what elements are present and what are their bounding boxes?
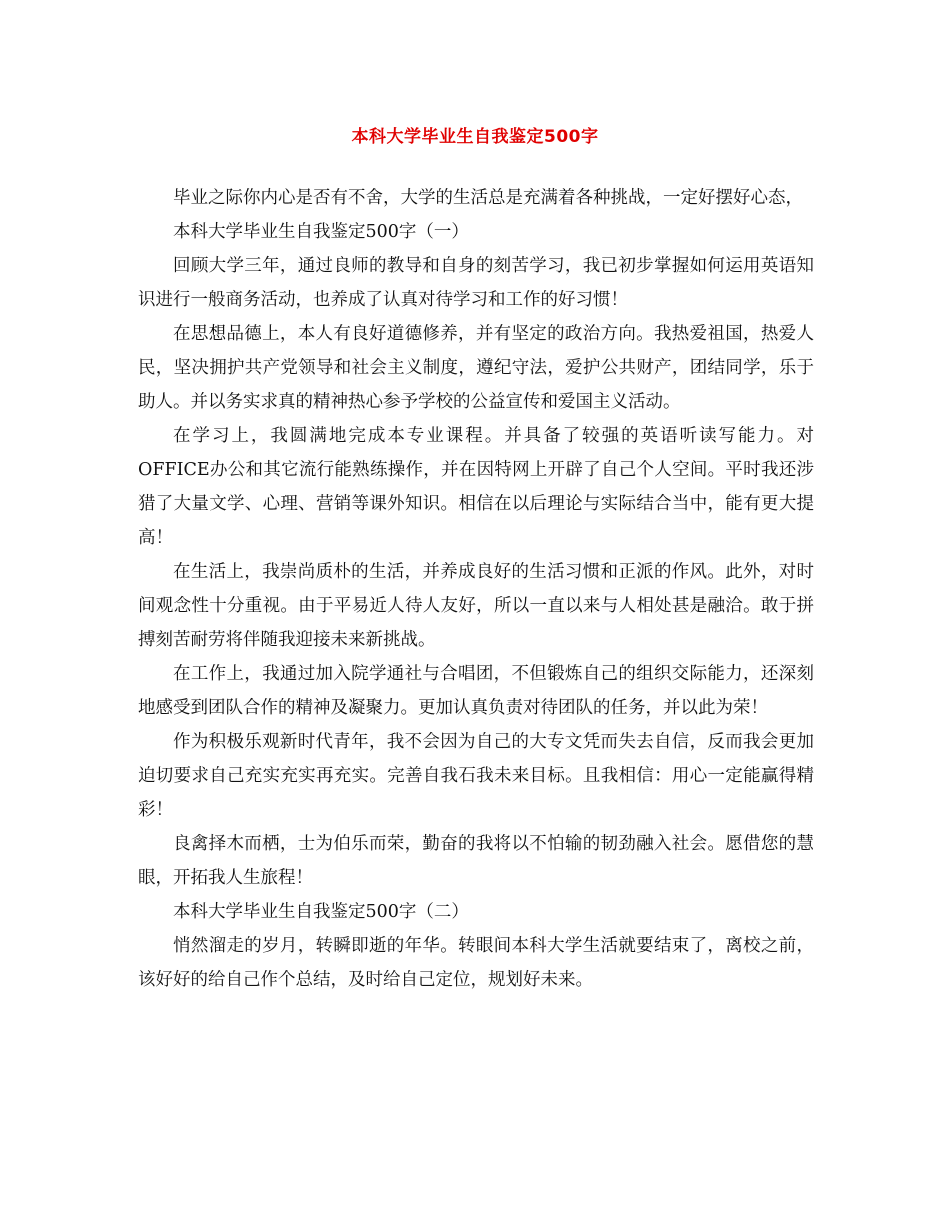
paragraph-study: 在学习上，我圆满地完成本专业课程。并具备了较强的英语听读写能力。对OFFICE办公和其它流行能熟练操作，并在因特网上开辟了自己个人空间。平时我还涉猎了大量文学、心理、营销等课外知识。相信在以后理论与实际结合当中，能有更大提高！ xyxy=(138,426,814,548)
paragraph-section2-intro: 悄然溜走的岁月，转瞬即逝的年华。转眼间本科大学生活就要结束了，离校之前，该好好的给自己作个总结，及时给自己定位，规划好未来。 xyxy=(138,936,814,990)
paragraph-closing: 良禽择木而栖，士为伯乐而荣，勤奋的我将以不怕输的韧劲融入社会。愿借您的慧眼，开拓我人生旅程！ xyxy=(138,834,814,888)
paragraph-morality: 在思想品德上，本人有良好道德修养，并有坚定的政治方向。我热爱祖国，热爱人民，坚决拥护共产党领导和社会主义制度，遵纪守法，爱护公共财产，团结同学，乐于助人。并以务实求真的精神热心参予学校的公益宣传和爱国主义活动。 xyxy=(138,324,814,412)
document-body xyxy=(138,181,814,997)
paragraph-life: 在生活上，我崇尚质朴的生活，并养成良好的生活习惯和正派的作风。此外，对时间观念性十分重视。由于平易近人待人友好，所以一直以来与人相处甚是融洽。敢于拼搏刻苦耐劳将伴随我迎接未来新挑战。 xyxy=(138,562,814,650)
section-heading-2: 本科大学毕业生自我鉴定500字（二） xyxy=(173,902,469,922)
paragraph-intro: 毕业之际你内心是否有不舍，大学的生活总是充满着各种挑战，一定好摆好心态， xyxy=(173,188,803,208)
paragraph-attitude: 作为积极乐观新时代青年，我不会因为自己的大专文凭而失去自信，反而我会更加迫切要求自己充实充实再充实。完善自我石我未来目标。且我相信：用心一定能赢得精彩！ xyxy=(138,732,814,820)
document-title: 本科大学毕业生自我鉴定500字 xyxy=(351,127,599,147)
paragraph-review: 回顾大学三年，通过良师的教导和自身的刻苦学习，我已初步掌握如何运用英语知识进行一般商务活动，也养成了认真对待学习和工作的好习惯！ xyxy=(138,256,814,310)
paragraph-work: 在工作上，我通过加入院学通社与合唱团，不但锻炼自己的组织交际能力，还深刻地感受到团队合作的精神及凝聚力。更加认真负责对待团队的任务，并以此为荣！ xyxy=(138,664,814,718)
section-heading-1: 本科大学毕业生自我鉴定500字（一） xyxy=(173,222,469,242)
